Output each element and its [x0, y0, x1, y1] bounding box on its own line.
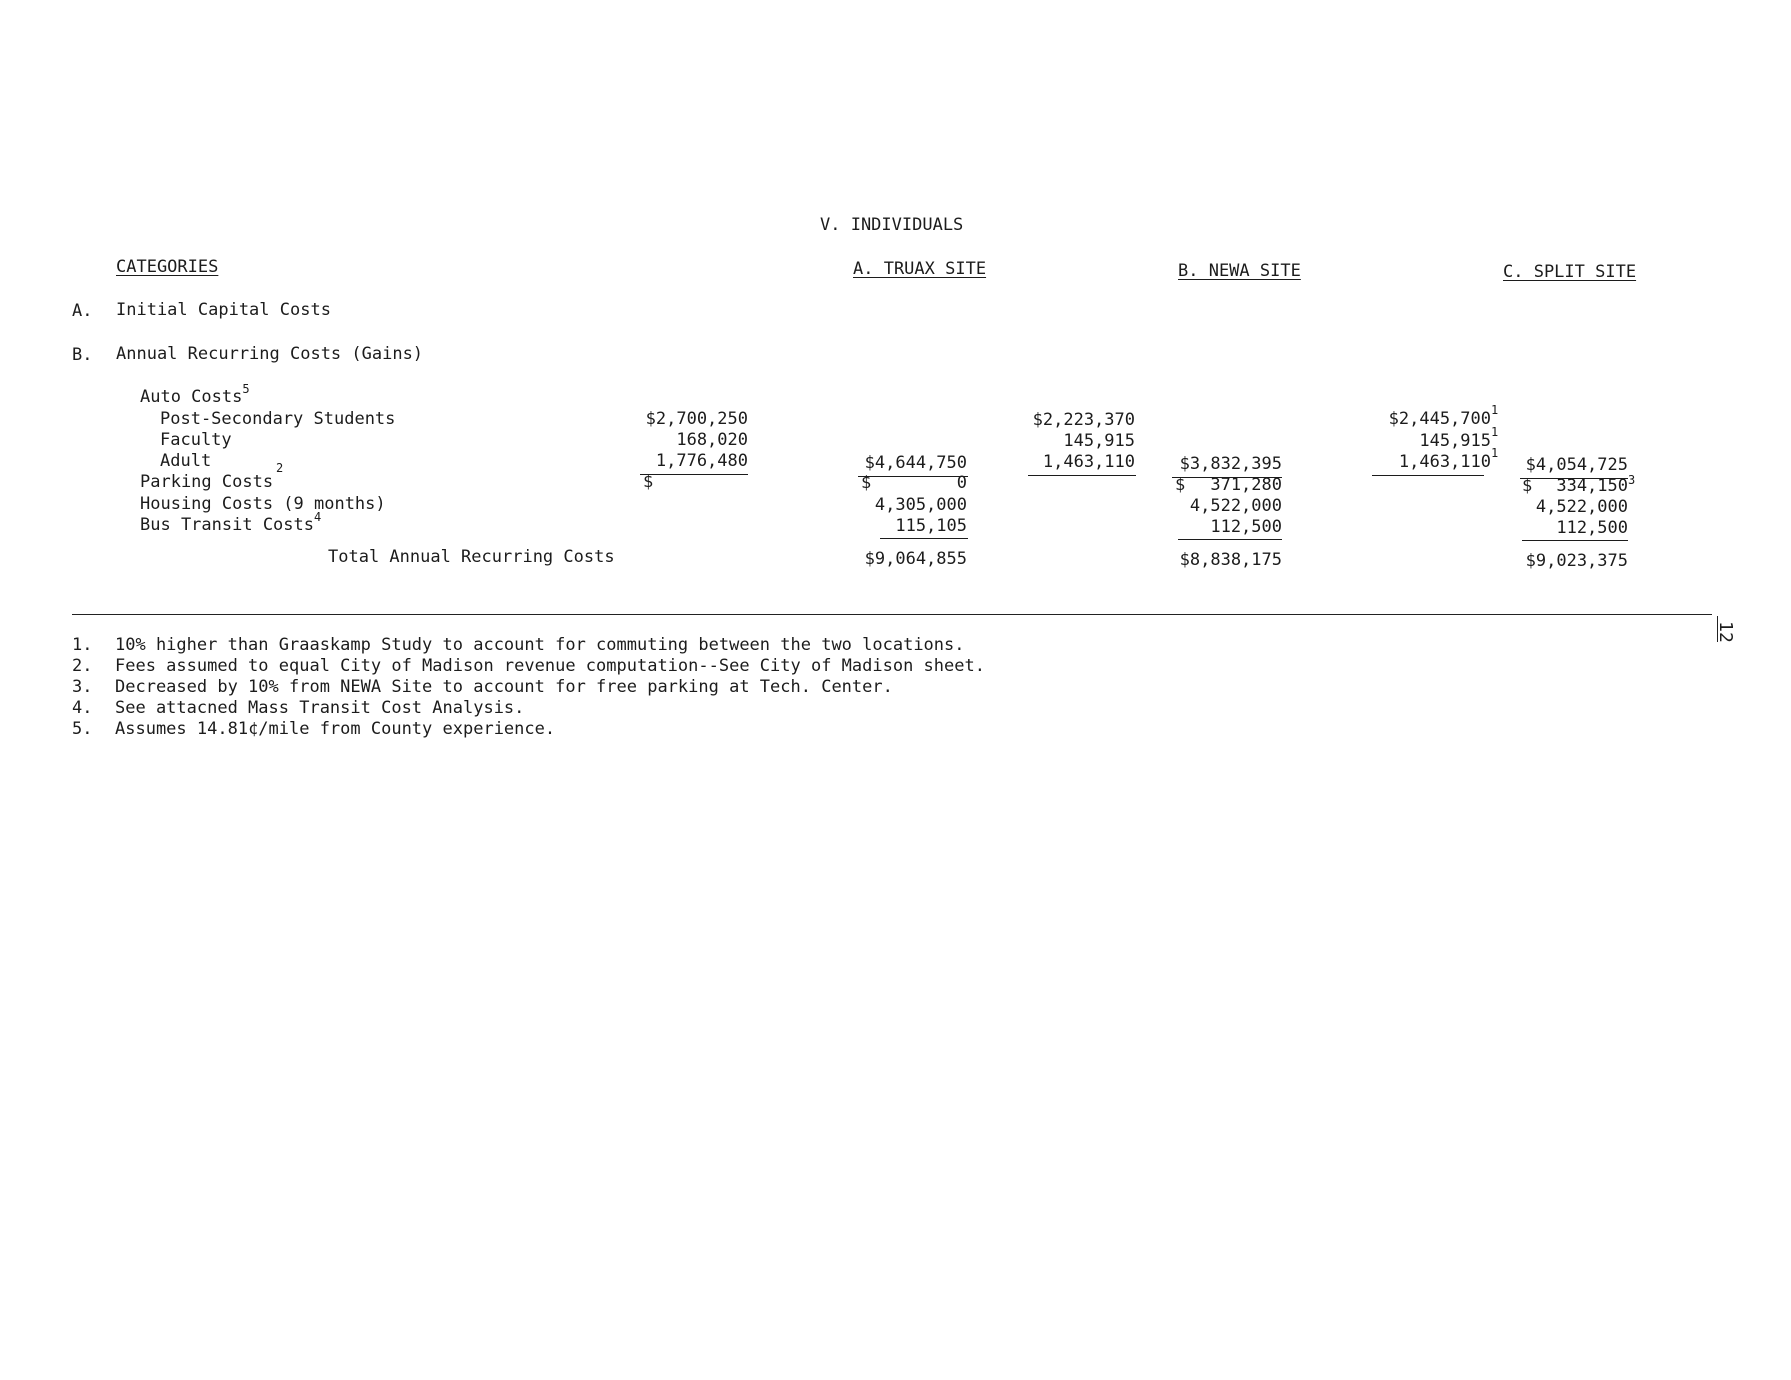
- cell-bus-truax: 115,105: [895, 516, 967, 536]
- cell-adult-newa-sub: 1,463,110: [1042, 452, 1135, 472]
- row-label-faculty: Faculty: [160, 430, 232, 450]
- footnote-ref: 4: [314, 510, 322, 524]
- footnote-number: 2.: [72, 656, 93, 676]
- value: 334,150: [1556, 476, 1628, 496]
- cell-bus-newa: 112,500: [1210, 517, 1282, 537]
- footnote-number: 4.: [72, 698, 93, 718]
- header-split-site: C. SPLIT SITE: [1503, 262, 1637, 282]
- footnote-text: 10% higher than Graaskamp Study to account for commuting between the two locations.: [115, 635, 965, 655]
- value: 145,915: [1419, 431, 1491, 451]
- cell-housing-truax: 4,305,000: [874, 495, 967, 515]
- cell-parking-truax-currency: $: [861, 473, 872, 493]
- footnote-text: Assumes 14.81¢/mile from County experience.: [115, 719, 556, 739]
- footnote-text: See attacned Mass Transit Cost Analysis.: [115, 698, 525, 718]
- footnote-divider: [72, 614, 1712, 615]
- cell-adult-left: 1,776,480: [655, 451, 748, 471]
- cell-parking-left: $: [643, 472, 654, 492]
- cell-post-secondary-newa-sub: $2,223,370: [1032, 410, 1135, 430]
- footnote-ref: 2: [276, 461, 284, 475]
- cell-adult-newa: $3,832,395: [1179, 454, 1282, 474]
- section-title: V. INDIVIDUALS: [820, 215, 964, 235]
- header-newa-site: B. NEWA SITE: [1178, 261, 1301, 281]
- underline-split-bus: [1522, 540, 1628, 541]
- value: 1,463,110: [1398, 452, 1491, 472]
- footnote-ref: 3: [1628, 473, 1636, 487]
- footnote-text: Fees assumed to equal City of Madison revenue computation--See City of Madison sheet.: [115, 656, 985, 676]
- footnote-ref: 1: [1491, 425, 1499, 439]
- section-b-label: Annual Recurring Costs (Gains): [116, 344, 424, 364]
- footnote-number: 3.: [72, 677, 93, 697]
- section-a-letter: A.: [72, 301, 93, 321]
- cell-post-secondary-split-sub: [1388, 403, 1499, 429]
- row-label-housing: Housing Costs (9 months): [140, 494, 386, 514]
- value: $2,445,700: [1388, 409, 1491, 429]
- cell-housing-newa: 4,522,000: [1189, 496, 1282, 516]
- row-label-adult: Adult: [160, 451, 212, 471]
- footnote-ref: 1: [1491, 403, 1499, 417]
- row-bus-transit-costs: [140, 510, 322, 535]
- cell-total-newa: $8,838,175: [1179, 550, 1282, 570]
- row-label-post-secondary: Post-Secondary Students: [160, 409, 396, 429]
- cell-parking-newa: 371,280: [1210, 475, 1282, 495]
- header-truax-site: A. TRUAX SITE: [853, 259, 987, 279]
- cell-parking-truax: 0: [956, 473, 967, 493]
- row-label: Auto Costs: [140, 387, 243, 407]
- cell-adult-truax: $4,644,750: [864, 453, 967, 473]
- cell-faculty-newa-sub: 145,915: [1063, 431, 1135, 451]
- row-auto-costs: [140, 382, 250, 407]
- cell-parking-split: [1556, 473, 1636, 496]
- cell-post-secondary-left: $2,700,250: [645, 409, 748, 429]
- footnote-text: Decreased by 10% from NEWA Site to account for free parking at Tech. Center.: [115, 677, 893, 697]
- cell-parking-newa-currency: $: [1175, 475, 1186, 495]
- page-number: 12: [1715, 621, 1737, 643]
- cell-total-truax: $9,064,855: [864, 549, 967, 569]
- section-b-letter: B.: [72, 345, 93, 365]
- section-a-label: Initial Capital Costs: [116, 300, 331, 320]
- underline-split-sub: [1372, 475, 1484, 476]
- row-label-total: Total Annual Recurring Costs: [328, 547, 615, 567]
- footnote-number: 5.: [72, 719, 93, 739]
- underline-truax-auto: [858, 476, 968, 477]
- footnote-ref: 5: [242, 382, 250, 396]
- row-label: Parking Costs: [140, 472, 274, 492]
- cell-adult-split-sub: [1398, 446, 1499, 472]
- cell-parking-split-currency: $: [1522, 476, 1533, 496]
- underline-left-subtotal: [640, 474, 748, 475]
- cell-faculty-left: 168,020: [676, 430, 748, 450]
- footnote-ref: 1: [1491, 446, 1499, 460]
- cell-housing-split: 4,522,000: [1535, 497, 1628, 517]
- cell-total-split: $9,023,375: [1525, 551, 1628, 571]
- cell-bus-split: 112,500: [1556, 518, 1628, 538]
- footnote-number: 1.: [72, 635, 93, 655]
- row-label: Bus Transit Costs: [140, 515, 314, 535]
- underline-newa-bus: [1178, 539, 1282, 540]
- cell-adult-split: $4,054,725: [1525, 455, 1628, 475]
- underline-newa-sub: [1028, 475, 1136, 476]
- cell-faculty-split-sub: [1419, 425, 1499, 451]
- underline-truax-bus: [880, 538, 968, 539]
- header-categories: CATEGORIES: [116, 257, 219, 277]
